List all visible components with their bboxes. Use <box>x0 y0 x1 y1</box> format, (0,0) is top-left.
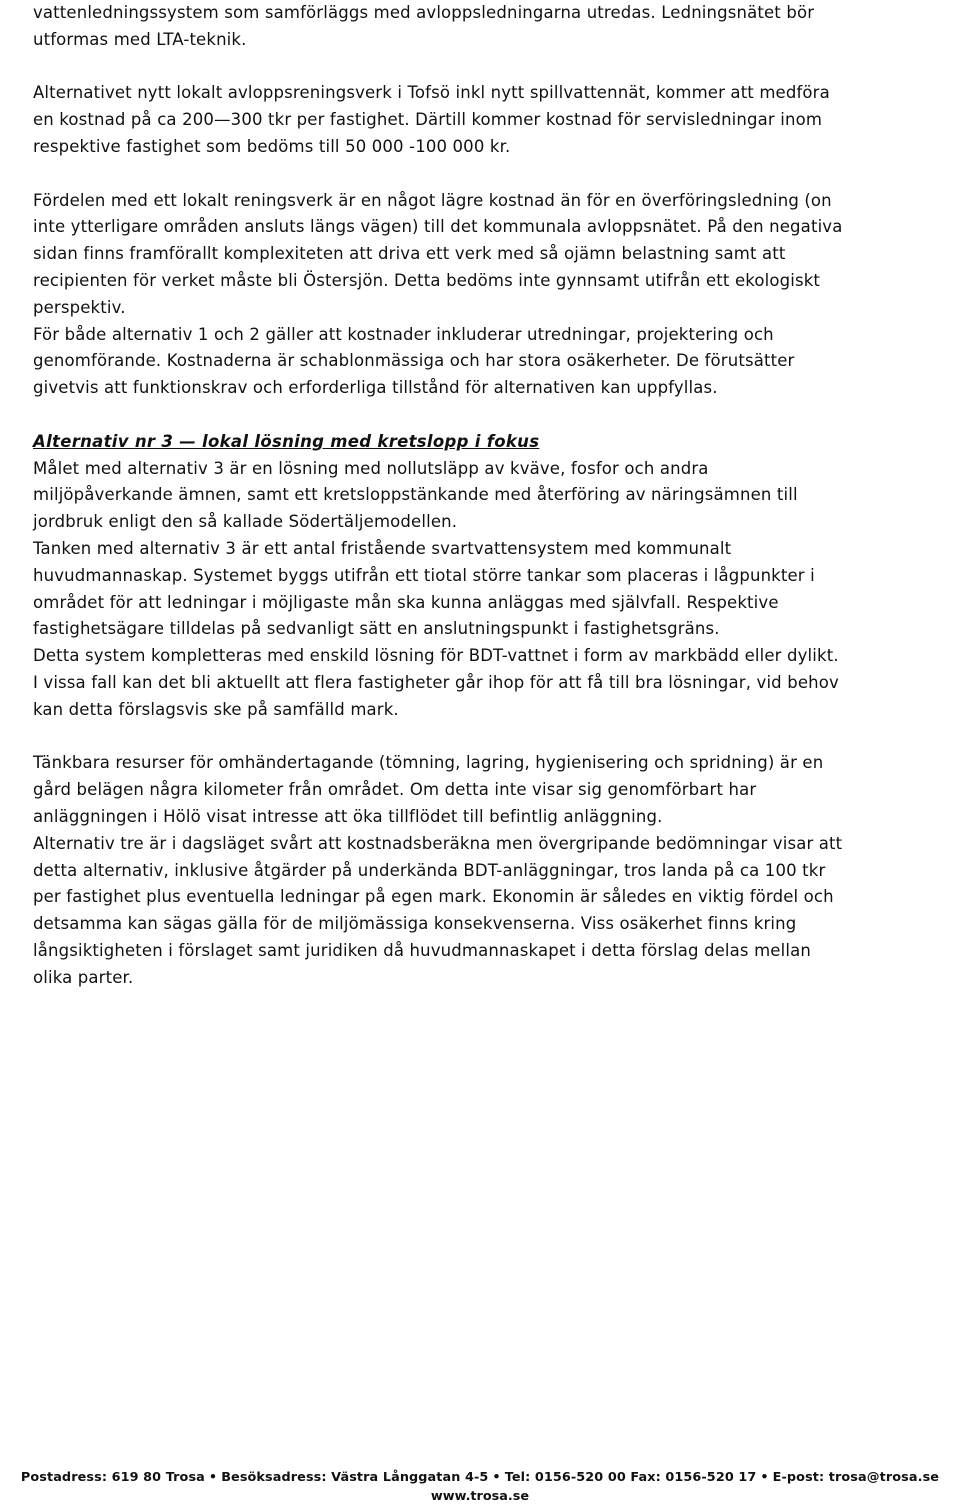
paragraph: Tanken med alternativ 3 är ett antal fristående svartvattensystem med kommunalt huvudmannaskap. Systemet byggs utifrån ett tiotal större tankar som placeras i lågpunkter i området för att ledningar i möjligaste mån ska kunna anläggas med självfall. Respektive fastighetsägare tilldelas på sedvanligt sätt en anslutningspunkt i fastighetsgräns. <box>33 538 815 639</box>
document-body <box>33 0 953 991</box>
bullet-separator: • <box>208 1470 218 1485</box>
footer-phone-fax: Tel: 0156-520 00 Fax: 0156-520 17 <box>504 1470 757 1485</box>
footer-visit-address: Besöksadress: Västra Långgatan 4-5 <box>221 1470 489 1485</box>
paragraph: Tänkbara resurser för omhändertagande (tömning, lagring, hygienisering och spridning) är en gård belägen några kilometer från området. Om detta inte visar sig genomförbart har anläggningen i Hölö visat intresse att öka tillflödet till befintlig anläggning. <box>33 753 824 826</box>
bullet-separator: • <box>492 1470 501 1485</box>
footer-postal-address: Postadress: 619 80 Trosa <box>20 1470 205 1485</box>
footer-website: www.trosa.se <box>430 1489 530 1504</box>
page-footer <box>0 1470 960 1504</box>
bullet-separator: • <box>760 1470 769 1485</box>
paragraph: Målet med alternativ 3 är en lösning med nollutsläpp av kväve, fosfor och andra miljöpåverkande ämnen, samt ett kretsloppstänkande med återföring av näringsämnen till jordbruk enligt den så kallade Södertäljemodellen. <box>33 458 798 532</box>
paragraph: För både alternativ 1 och 2 gäller att kostnader inkluderar utredningar, projektering och genomförande. Kostnaderna är schablonmässiga och har stora osäkerheter. De förutsätter givetvis att funktionskrav och erforderliga tillstånd för alternativen kan uppfyllas. <box>33 324 795 398</box>
paragraph: Fördelen med ett lokalt reningsverk är en något lägre kostnad än för en överföringsledning (on inte ytterligare områden ansluts längs vägen) till det kommunala avloppsnätet. På den negativa sidan finns framförallt komplexiteten att driva ett verk med så ojämn belastning samt att recipienten för verket måste bli Östersjön. Detta bedöms inte gynnsamt utifrån ett ekologiskt perspektiv. <box>33 190 843 317</box>
footer-email: E-post: trosa@trosa.se <box>772 1470 940 1485</box>
section-heading: Alternativ nr 3 — lokal lösning med kretslopp i fokus <box>33 431 540 451</box>
paragraph: vattenledningssystem som samförläggs med avloppsledningarna utredas. Ledningsnätet bör utformas med LTA-teknik. <box>33 3 815 49</box>
paragraph: Alternativ tre är i dagsläget svårt att kostnadsberäkna men övergripande bedömningar visar att detta alternativ, inklusive åtgärder på underkända BDT-anläggningar, tros landa på ca 100 tkr per fastighet plus eventuella ledningar på egen mark. Ekonomin är således en viktig fördel och detsamma kan sägas gälla för de miljömässiga konsekvenserna. Viss osäkerhet finns kring långsiktigheten i förslaget samt juridiken då huvudmannaskapet i detta förslag delas mellan olika parter. <box>33 833 843 987</box>
paragraph: Alternativet nytt lokalt avloppsreningsverk i Tofsö inkl nytt spillvattennät, kommer att medföra en kostnad på ca 200—300 tkr per fastighet. Därtill kommer kostnad för servisledningar inom respektive fastighet som bedöms till 50 000 -100 000 kr. <box>33 83 830 156</box>
footer-contact-line <box>0 1470 960 1485</box>
paragraph: Detta system kompletteras med enskild lösning för BDT-vattnet i form av markbädd eller dylikt. I vissa fall kan det bli aktuellt att flera fastigheter går ihop för att få till bra lösningar, vid behov kan detta förslagsvis ske på samfälld mark. <box>33 646 839 719</box>
